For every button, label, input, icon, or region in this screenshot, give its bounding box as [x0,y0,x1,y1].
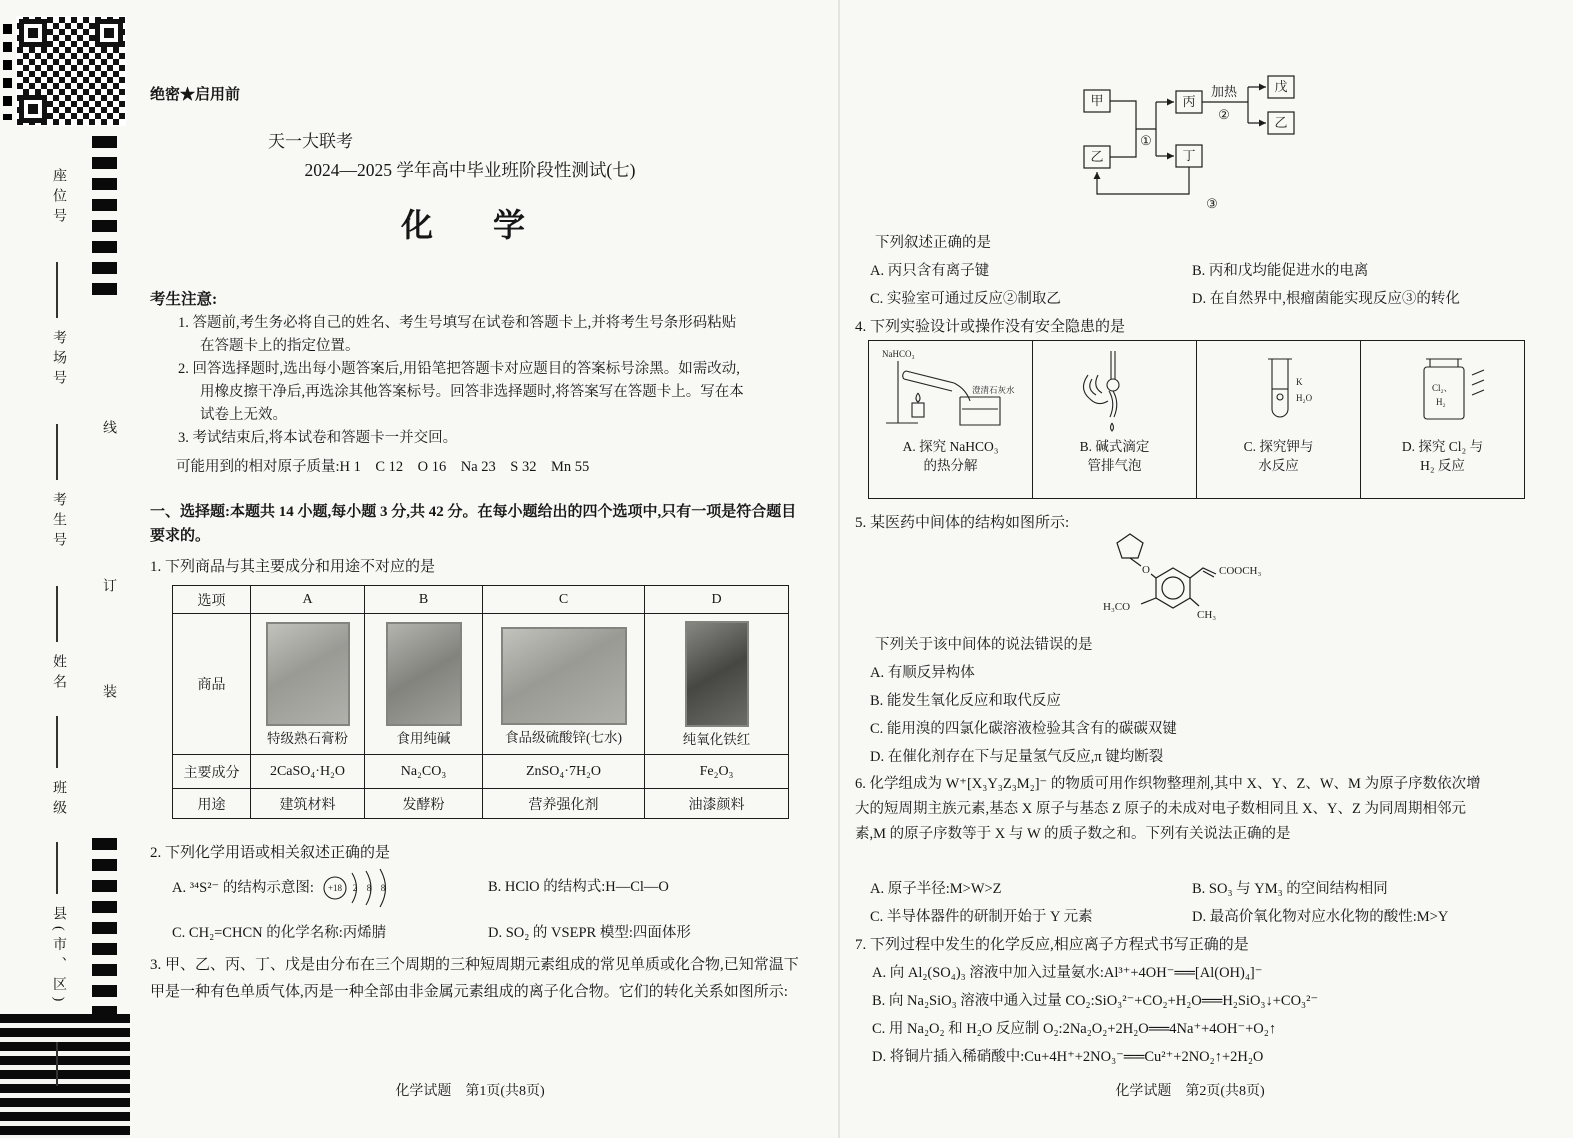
q1-header-cell: C [483,586,645,614]
q4-caption: A. 探究 NaHCO₃ [902,439,999,454]
apparatus-testtube-icon [1204,345,1354,437]
product-image-c [501,627,627,725]
binding-char-staple: 订 [101,578,116,598]
box-yi2: 乙 [1274,115,1288,130]
q1-stem: 1. 下列商品与其主要成分和用途不对应的是 [150,559,436,575]
page1-footer: 化学试题 第1页(共8页) [395,1084,545,1099]
margin-label-county: 县(市、区) [51,906,66,1008]
q1-component-cell: Fe₂O₃ [645,755,789,789]
q1-product-cell [645,614,789,755]
q3-stem: 3. 甲、乙、丙、丁、戊是由分布在三个周期的三种短周期元素组成的常见单质或化合物,已知常温下甲是一种有色单质气体,丙是一种全部由非金属元素组成的离子化合物。它们的转化关系如图所示: [150,957,799,1000]
q4-row [869,341,1525,499]
margin-line [56,586,58,642]
nucleus-charge: +18 [327,883,342,893]
margin-label-candidate: 考生号 [51,492,66,552]
box-ding: 丁 [1182,148,1196,163]
q3b-option-c: C. 实验室可通过反应②制取乙 [870,291,1061,307]
q1-use-cell: 发酵粉 [365,789,483,819]
q5-option-b: B. 能发生氧化反应和取代反应 [870,693,1061,709]
subject-title: 化 学 [400,207,539,243]
q1-product-row [173,614,789,755]
product-image-a [266,622,350,726]
q1-header-cell: A [251,586,365,614]
q1-table [172,585,789,819]
margin-line [56,842,58,894]
q4-caption: D. 探究 Cl₂ 与 [1401,439,1484,454]
oxygen-label: O [1142,564,1150,576]
reagent-label: 澄清石灰水 [971,385,1015,395]
q3b-stem: 下列叙述正确的是 [875,235,991,251]
product-image-b [386,622,462,726]
product-caption: 特级熟石膏粉 [267,731,348,746]
heat-label: 加热 [1210,84,1238,99]
shell-electrons: 8 [366,883,372,893]
q7-option-b: B. 向 Na₂SiO₃ 溶液中通入过量 CO₂:SiO₃²⁻+CO₂+H₂O══H₂SiO₃↓+CO₃²⁻ [872,993,1319,1009]
product-image-d [685,621,749,727]
margin-line [56,424,58,480]
q1-header-cell: B [365,586,483,614]
q4-cell-c [1197,341,1361,499]
margin-label-class: 班级 [51,780,66,820]
q1-row-label: 用途 [173,789,251,819]
q7-option-d: D. 将铜片插入稀硝酸中:Cu+4H⁺+2NO₃⁻══Cu²⁺+2NO₂↑+2H₂O [872,1049,1264,1065]
reaction-step-2: ② [1218,107,1230,122]
org-name: 天一大联考 [268,132,353,151]
apparatus-burette-icon [1040,345,1190,437]
timing-marks-top [92,136,117,304]
q5-option-d: D. 在催化剂存在下与足量氢气反应,π 键均断裂 [870,749,1164,765]
notice-title: 考生注意: [150,291,218,308]
ester-label: COOCH₃ [1219,565,1262,577]
reaction-step-1: ① [1140,133,1152,148]
q1-product-cell [365,614,483,755]
q1-header-row [173,586,789,614]
reagent-label: H₂O [1295,393,1312,403]
q4-caption: 水反应 [1258,458,1299,473]
q1-row-label: 商品 [173,614,251,755]
q4-cell-a [869,341,1033,499]
q4-table [868,340,1525,499]
structure-diagram [1085,528,1295,632]
q1-component-cell: Na₂CO₃ [365,755,483,789]
notice-item: 1. 答题前,考生务必将自己的姓名、考生号填写在试卷和答题卡上,并将考生号条形码粘贴在答题卡上的指定位置。 [178,315,737,354]
page-fold [838,0,840,1138]
box-wu: 戊 [1274,79,1288,94]
q4-cell-d [1361,341,1525,499]
product-caption: 食品级硫酸锌(七水) [505,730,622,745]
q6-option-b: B. SO₃ 与 YM₃ 的空间结构相同 [1192,881,1388,897]
notice-item: 3. 考试结束后,将本试卷和答题卡一并交回。 [178,430,458,446]
q4-caption: 的热分解 [923,458,978,473]
atomic-mass-note: 可能用到的相对原子质量:H 1 C 12 O 16 Na 23 S 32 Mn 55 [176,459,590,475]
transformation-diagram [1072,74,1412,224]
apparatus-heating-icon [876,345,1026,437]
margin-label-seat: 座位号 [51,168,66,228]
q5-substem: 下列关于该中间体的说法错误的是 [875,637,1093,653]
notice-list [178,312,744,450]
q6-option-a: A. 原子半径:M>W>Z [870,881,1002,897]
q6-stem: 6. 化学组成为 W⁺[X₃Y₃Z₃M₂]⁻ 的物质可用作织物整理剂,其中 X、Y、Z、W、M 为原子序数依次增大的短周期主族元素,基态 X 原子与基态 Z 原子的未成对电子数相同且 X、Y、Z 为同周期相邻元素,M 的原子序数等于 X 与 W 的质子数之和。下列有关说法正确的是 [855,776,1481,842]
qr-finder-icon [19,19,47,47]
reagent-label: Cl₂、 [1431,383,1453,393]
q3b-option-d: D. 在自然界中,根瘤菌能实现反应③的转化 [1192,291,1460,307]
margin-line [56,1042,58,1086]
product-caption: 纯氧化铁红 [682,732,751,747]
q5-option-a: A. 有顺反异构体 [870,665,975,681]
q4-cell-b [1033,341,1197,499]
margin-line [56,716,58,768]
q3b-option-a: A. 丙只含有离子键 [870,263,990,279]
q2-option-d: D. SO₂ 的 VSEPR 模型:四面体形 [488,925,691,941]
atomic-structure-diagram [318,864,404,912]
box-jia: 甲 [1090,93,1104,108]
q6-option-d: D. 最高价氧化物对应水化物的酸性:M>Y [1192,909,1449,925]
q2-option-a [172,864,404,912]
q1-row-label: 主要成分 [173,755,251,789]
q3b-option-b: B. 丙和戊均能促进水的电离 [1192,263,1369,279]
q1-component-cell: 2CaSO₄·H₂O [251,755,365,789]
apparatus-gas-bottle-icon [1368,345,1518,437]
margin-label-room: 考场号 [51,330,66,390]
barcode-strip [0,1014,130,1138]
q1-use-cell: 油漆颜料 [645,789,789,819]
reaction-step-3: ③ [1206,196,1218,211]
q2-option-c: C. CH₂=CHCN 的化学名称:丙烯腈 [172,925,387,941]
q7-stem: 7. 下列过程中发生的化学反应,相应离子方程式书写正确的是 [855,937,1249,953]
q4-caption: C. 探究钾与 [1243,439,1314,454]
q1-use-cell: 营养强化剂 [483,789,645,819]
qr-finder-icon [19,95,47,123]
q1-header-cell: 选项 [173,586,251,614]
box-yi: 乙 [1090,149,1104,164]
q2-option-a-text: A. ³⁴S²⁻ 的结构示意图: [172,879,314,896]
q1-use-row [173,789,789,819]
q5-stem: 5. 某医药中间体的结构如图所示: [855,515,1070,531]
reagent-label: K [1295,377,1302,387]
reagent-label: H₂ [1435,397,1446,407]
notice-item: 2. 回答选择题时,选出每小题答案后,用铅笔把答题卡对应题目的答案标号涂黑。如需改动,用橡皮擦干净后,再选涂其他答案标号。回答非选择题时,将答案写在答题卡上。写在本试卷上无效。 [178,361,744,423]
qr-finder-icon [95,19,123,47]
q7-option-a: A. 向 Al₂(SO₄)₃ 溶液中加入过量氨水:Al³⁺+4OH⁻══[Al(OH)₄]⁻ [872,965,1263,981]
q1-header-cell: D [645,586,789,614]
binding-char-line: 线 [101,420,116,440]
q4-caption: H₂ 反应 [1420,458,1465,473]
exam-title: 2024—2025 学年高中毕业班阶段性测试(七) [304,160,636,180]
q4-stem: 4. 下列实验设计或操作没有安全隐患的是 [855,319,1126,335]
box-bing: 丙 [1182,94,1196,109]
q2-stem: 2. 下列化学用语或相关叙述正确的是 [150,845,391,861]
q1-use-cell: 建筑材料 [251,789,365,819]
section1-header: 一、选择题:本题共 14 小题,每小题 3 分,共 42 分。在每小题给出的四个选项中,只有一项是符合题目要求的。 [150,504,797,544]
q4-caption: B. 碱式滴定 [1079,439,1150,454]
q1-component-cell: ZnSO₄·7H₂O [483,755,645,789]
qr-code [16,16,126,126]
q1-product-cell [483,614,645,755]
reagent-label: NaHCO₃ [881,349,915,359]
shell-electrons: 2 [352,883,358,893]
margin-line [56,262,58,318]
secrecy-label: 绝密★启用前 [150,87,241,103]
margin-label-name: 姓名 [51,654,66,694]
methyl-label: CH₃ [1197,609,1217,621]
qr-side-marks [3,24,12,120]
q7-option-c: C. 用 Na₂O₂ 和 H₂O 反应制 O₂:2Na₂O₂+2H₂O══4Na⁺+4OH⁻+O₂↑ [872,1021,1277,1037]
methoxy-label: H₃CO [1103,601,1131,613]
q6-option-c: C. 半导体器件的研制开始于 Y 元素 [870,909,1093,925]
q4-caption: 管排气泡 [1087,458,1142,473]
q5-option-c: C. 能用溴的四氯化碳溶液检验其含有的碳碳双键 [870,721,1177,737]
shell-electrons: 8 [380,883,386,893]
page2-footer: 化学试题 第2页(共8页) [1115,1084,1265,1099]
q1-product-cell [251,614,365,755]
q1-component-row [173,755,789,789]
product-caption: 食用纯碱 [396,731,451,746]
q2-option-b: B. HClO 的结构式:H—Cl—O [488,879,669,895]
binding-char-bind: 装 [101,684,116,704]
